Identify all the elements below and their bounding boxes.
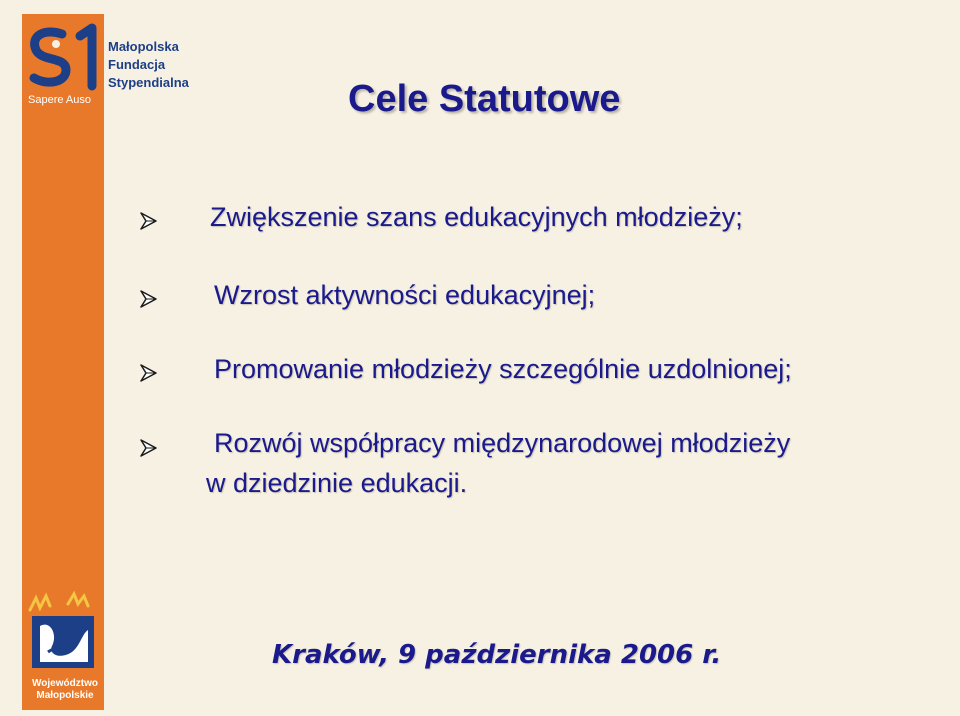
bullet-text-line-1: Rozwój współpracy międzynarodowej młodzieży (214, 428, 791, 458)
arrow-bullet-icon (138, 437, 160, 459)
logo-line-2: Fundacja (108, 57, 166, 72)
slide-title: Cele Statutowe (348, 78, 621, 120)
footer-date: Kraków, 9 października 2006 r. (272, 640, 722, 670)
s1-logo-icon (22, 14, 104, 114)
voivodeship-logo (22, 590, 104, 710)
arrow-bullet-icon (138, 210, 160, 232)
voivodeship-name (26, 678, 104, 702)
logo-line-3: Stypendialna (108, 75, 189, 90)
bullet-text: Wzrost aktywności edukacyjnej; (214, 280, 596, 310)
logo-line-1: Małopolska (108, 39, 179, 54)
bullet-text: Zwiększenie szans edukacyjnych młodzieży; (210, 202, 743, 232)
foundation-logo (22, 14, 192, 114)
arrow-bullet-icon (138, 362, 160, 384)
bullet-text: Promowanie młodzieży szczególnie uzdolnionej; (214, 354, 792, 384)
voivodeship-line-1: Województwo (32, 678, 98, 689)
voivodeship-emblem-icon (22, 590, 104, 680)
voivodeship-line-2: Małopolskie (36, 690, 94, 701)
bullet-text-line-2: w dziedzinie edukacji. (206, 468, 468, 498)
logo-wordmark (108, 38, 189, 92)
arrow-bullet-icon (138, 288, 160, 310)
logo-motto: Sapere Auso (28, 94, 91, 106)
